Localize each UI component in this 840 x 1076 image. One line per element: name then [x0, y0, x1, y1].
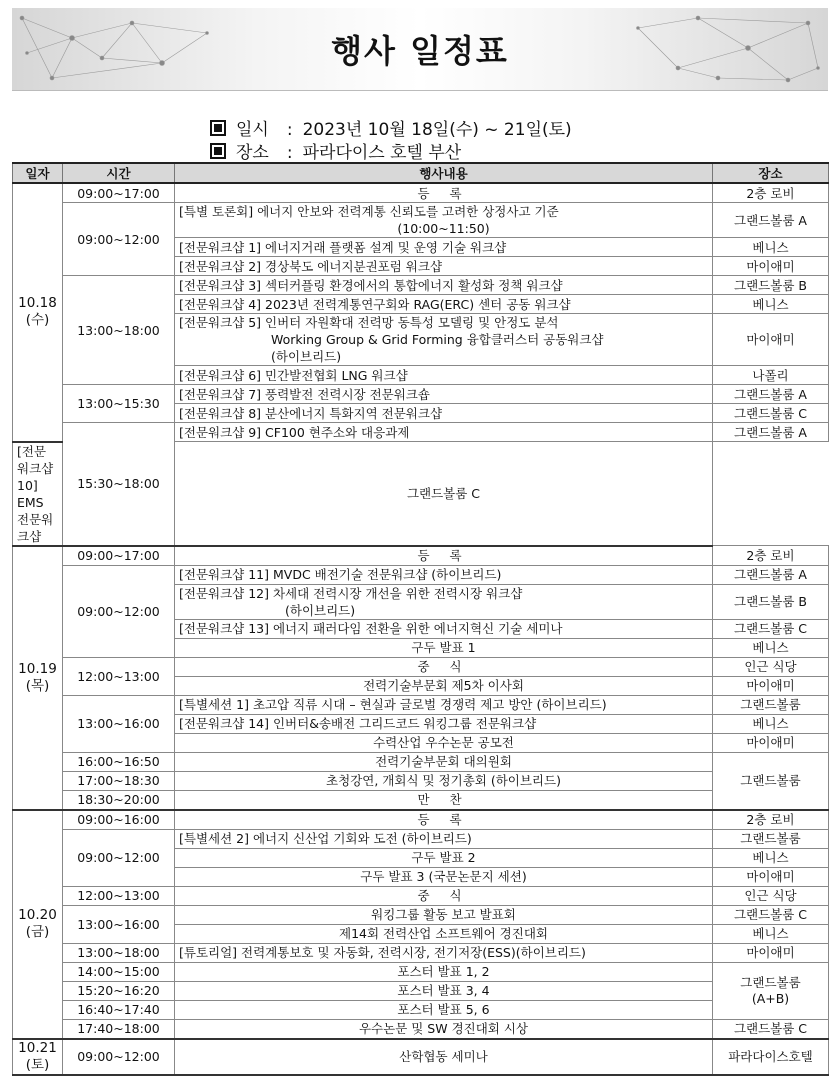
table-row: 17:40~18:00 우수논문 및 SW 경진대회 시상 그랜드볼룸 C — [13, 1019, 829, 1039]
table-row: 17:00~18:30 초청강연, 개회식 및 정기총회 (하이브리드) — [13, 771, 829, 790]
place-value: 파라다이스 호텔 부산 — [302, 143, 462, 163]
table-row: 09:00~12:00 [전문워크샵 11] MVDC 배전기술 전문워크샵 (하이브리드) 그랜드볼룸 A — [13, 565, 829, 584]
table-row: 구두 발표 2 베니스 — [13, 848, 829, 867]
square-bullet-icon — [210, 120, 226, 136]
table-row: 15:20~16:20 포스터 발표 3, 4 — [13, 981, 829, 1000]
header-content: 행사내용 — [175, 163, 713, 183]
square-bullet-icon — [210, 143, 226, 159]
date-cell: 10.21 (토) — [13, 1039, 63, 1075]
place-label: 장소 — [236, 143, 269, 163]
table-row: 13:00~15:30 [전문워크샵 7] 풍력발전 전력시장 전문워크숍 그랜드볼룸 A — [13, 385, 829, 404]
date-label: 일시 — [236, 120, 269, 140]
table-row: 전력기술부문회 제5차 이사회 마이애미 — [13, 676, 829, 695]
table-row: [전문워크샵 6] 민간발전협회 LNG 워크샵 나폴리 — [13, 366, 829, 385]
table-row: 구두 발표 1 베니스 — [13, 638, 829, 657]
date-cell: 10.20 (금) — [13, 810, 63, 1039]
table-row: 18:30~20:00 만 찬 — [13, 790, 829, 810]
table-row: 제14회 전력산업 소프트웨어 경진대회 베니스 — [13, 924, 829, 943]
table-row: 09:00~12:00 [특별세션 2] 에너지 신산업 기회와 도전 (하이브리드) 그랜드볼룸 — [13, 829, 829, 848]
table-row: 12:00~13:00 중 식 인근 식당 — [13, 657, 829, 676]
table-row: 구두 발표 3 (국문논문지 세션) 마이애미 — [13, 867, 829, 886]
title-banner — [12, 8, 828, 91]
table-row: 16:40~17:40 포스터 발표 5, 6 — [13, 1000, 829, 1019]
table-row: 13:00~16:00 [특별세션 1] 초고압 직류 시대 – 현실과 글로벌 경쟁력 제고 방안 (하이브리드) 그랜드볼룸 — [13, 695, 829, 714]
table-row: 14:00~15:00 포스터 발표 1, 2 그랜드볼룸 (A+B) — [13, 962, 829, 981]
event-place-line: 장소 : 파라다이스 호텔 부산 — [210, 138, 461, 163]
table-row: 16:00~16:50 전력기술부문회 대의원회 그랜드볼룸 — [13, 752, 829, 771]
header-place: 장소 — [713, 163, 829, 183]
table-row: 10.19 (목) 09:00~17:00 등 록 2층 로비 — [13, 546, 829, 566]
table-row: 15:30~18:00 [전문워크샵 9] CF100 현주소와 대응과제 그랜드볼룸 A — [13, 423, 829, 442]
table-row: 13:00~16:00 워킹그룹 활동 보고 발표회 그랜드볼룸 C — [13, 905, 829, 924]
table-row: 13:00~18:00 [튜토리얼] 전력계통보호 및 자동화, 전력시장, 전기저장(ESS)(하이브리드) 마이애미 — [13, 943, 829, 962]
table-row: [전문워크샵 2] 경상북도 에너지분권포럼 워크샵 마이애미 — [13, 257, 829, 276]
table-row: [전문워크샵 13] 에너지 패러다임 전환을 위한 에너지혁신 기술 세미나 그랜드볼룸 C — [13, 619, 829, 638]
table-row: 13:00~18:00 [전문워크샵 3] 섹터커플링 환경에서의 통합에너지 활성화 정책 워크샵 그랜드볼룸 B — [13, 276, 829, 295]
table-row: [전문워크샵 1] 에너지거래 플랫폼 설계 및 운영 기술 워크샵 베니스 — [13, 238, 829, 257]
date-cell: 10.19 (목) — [13, 546, 63, 810]
table-row: 수력산업 우수논문 공모전 마이애미 — [13, 733, 829, 752]
table-row: [전문워크샵 14] 인버터&송배전 그리드코드 워킹그룹 전문워크샵 베니스 — [13, 714, 829, 733]
header-time: 시간 — [63, 163, 175, 183]
header-date: 일자 — [13, 163, 63, 183]
table-row: 10.21 (토) 09:00~12:00 산학협동 세미나 파라다이스호텔 — [13, 1039, 829, 1075]
schedule-table: 일자 시간 행사내용 장소 10.18 (수) 09:00~17:00 등 록 2층 로비 09:00~12:00 [특별 토론회] 에너지 안보와 전력계통 신뢰도를 고려한 상정사고 기준 (10:00~11:50) 그랜드볼룸 A [전문워크샵 1] 에너지거래 플랫폼 설계 및 운영 기술 워크샵 베니스 [전문워크샵 2] 경상북도 에너지분권포럼 워크샵 마이애미 13:00~18:00 [전문워크샵 3] 섹터커플링 환경에서의 통합에너지 활성화 정책 워크샵 그랜드볼룸 B [전문워크샵 4] 2023년 전력계통연구회와 RAG(ERC) 센터 공동 워크샵 베니스 [전문워크샵 5] 인버터 자원확대 전력망 동특성 모델링 및 안정도 분석 Working Group & Grid Forming 융합클러스터 공동워크샵 (하이브리드) 마이애미 [전문워크샵 6] 민간발전협회 LNG 워크샵 나폴리 13:00~15:30 [전문워크샵 7] 풍력발전 전력시장 전문워크숍 그랜드볼룸 A [전문워크샵 8] 분산에너지 특화지역 전문워크샵 그랜드볼룸 C 15:30~18:00 [전문워크샵 9] CF100 현주소와 대응과제 그랜드볼룸 A [전문워크샵 10] EMS 전문워크샵 그랜드볼룸 C 10.19 (목) 09:00~17:00 등 록 2층 로비 09:00~12:00 [전문워크샵 11] MVDC 배전기술 전문워크샵 (하이브리드) 그랜드볼룸 A [전문워크샵 12] 차세대 전력시장 개선을 위한 전력시장 워크샵 (하이브리드) 그랜드볼룸 B [전문워크샵 13] 에너지 패러다임 전환을 위한 에너지혁신 기술 세미나 그랜드볼룸 C 구두 발표 1 베니스 12:00~13:00 중 식 인근 식당 전력기술부문회 제5차 이사회 마이애미 13:00~16:00 [특별세션 1] 초고압 직류 시대 – 현실과 글로벌 경쟁력 제고 방안 (하이브리드) 그랜드볼룸 [전문워크샵 14] 인버터&송배전 그리드코드 워킹그룹 전문워크샵 베니스 수력산업 우수논문 공모전 마이애미 16:00~16:50 전력기술부문회 대의원회 그랜드볼룸 17:00~18:30 초청강연, 개회식 및 정기총회 (하이브리드) 18:30~20:00 만 찬 10.20 (금) 09:00~16:00 등 록 2층 로비 09:00~12:00 [특별세션 2] 에너지 신산업 기회와 도전 (하이브리드) 그랜드볼룸 구두 발표 2 베니스 구두 발표 3 (국문논문지 세션) 마이애미 12:00~13:00 중 식 인근 식당 13:00~16:00 워킹그룹 활동 보고 발표회 그랜드볼룸 C 제14회 전력산업 소프트웨어 경진대회 베니스 13:00~18:00 [튜토리얼] 전력계통보호 및 자동화, 전력시장, 전기저장(ESS)(하이브리드) 마이애미 14:00~15:00 포스터 발표 1, 2 그랜드볼룸 (A+B) 15:20~16:20 포스터 발표 3, 4 16:40~17:40 포스터 발표 5, 6 17:40~18:00 우수논문 및 SW 경진대회 시상 그랜드볼룸 C 10.21 (토) 09:00~12:00 산학협동 세미나 파라다이스호텔 — [12, 162, 829, 1076]
page-title: 행사 일정표 — [331, 32, 509, 70]
event-date-line: 일시 : 2023년 10월 18일(수) ~ 21일(토) — [210, 115, 572, 140]
table-row: [전문워크샵 10] EMS 전문워크샵 그랜드볼룸 C — [13, 442, 829, 546]
table-row: [전문워크샵 4] 2023년 전력계통연구회와 RAG(ERC) 센터 공동 워크샵 베니스 — [13, 295, 829, 314]
date-cell: 10.18 (수) — [13, 183, 63, 442]
date-value: 2023년 10월 18일(수) ~ 21일(토) — [302, 120, 572, 140]
table-row: 10.20 (금) 09:00~16:00 등 록 2층 로비 — [13, 810, 829, 830]
table-row: 12:00~13:00 중 식 인근 식당 — [13, 886, 829, 905]
table-row: [전문워크샵 8] 분산에너지 특화지역 전문워크샵 그랜드볼룸 C — [13, 404, 829, 423]
table-header-row — [13, 163, 829, 183]
table-row: 10.18 (수) 09:00~17:00 등 록 2층 로비 — [13, 183, 829, 203]
